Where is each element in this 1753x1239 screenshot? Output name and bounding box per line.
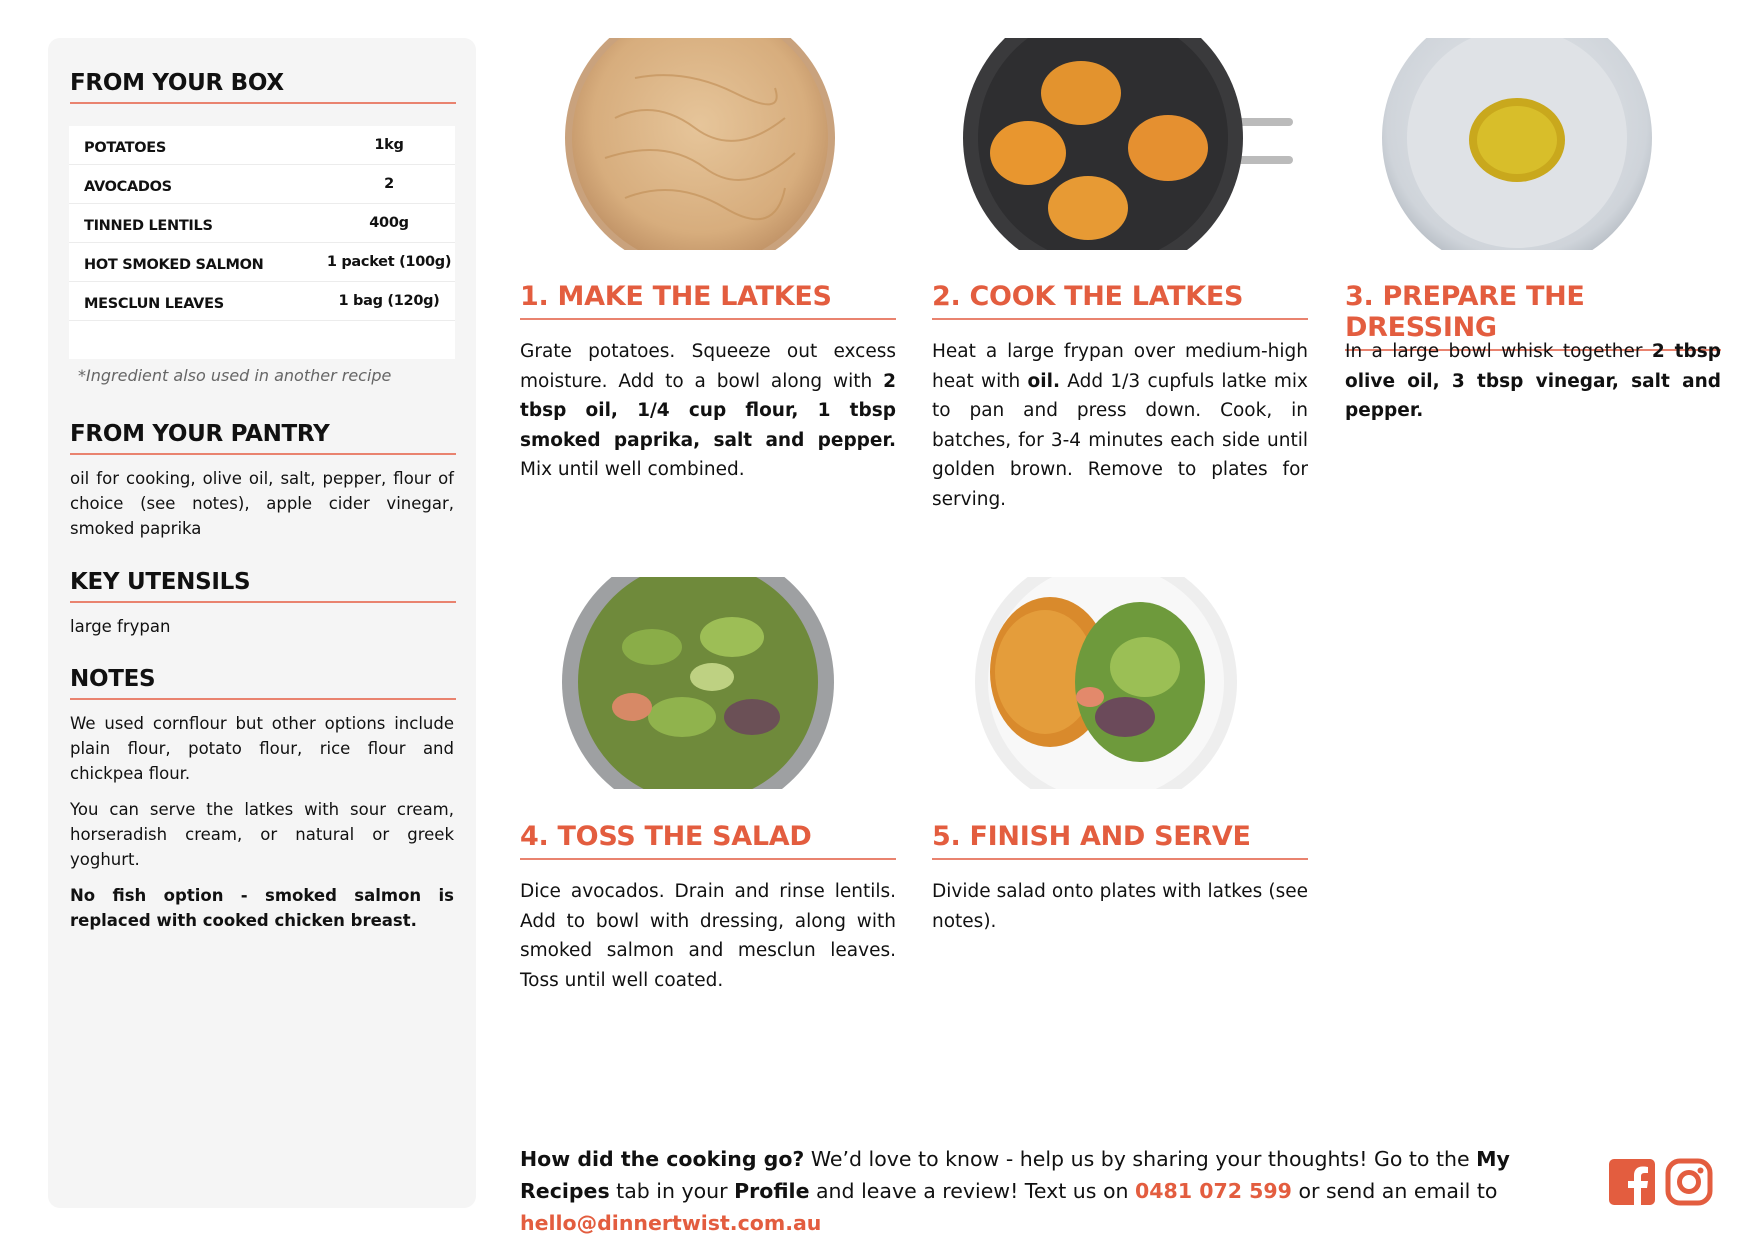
- table-row: [69, 165, 455, 204]
- key-utensils-title: KEY UTENSILS: [70, 569, 456, 603]
- instagram-icon[interactable]: [1665, 1158, 1713, 1206]
- ingredient-name: POTATOES: [84, 140, 166, 156]
- table-row: [69, 204, 455, 243]
- ingredient-qty: 400g: [369, 215, 409, 231]
- step-1-photo: [555, 38, 845, 250]
- ingredient-name: MESCLUN LEAVES: [84, 296, 224, 312]
- step-3-text: In a large bowl whisk together 2 tbsp olive oil, 3 tbsp vinegar, salt and pepper.: [1345, 341, 1722, 421]
- pantry-text: oil for cooking, olive oil, salt, pepper, flour of choice (see notes), apple cider vinegar, smoked paprika: [70, 469, 454, 538]
- profile-label: Profile: [734, 1179, 810, 1203]
- step-5-photo: [975, 577, 1237, 789]
- step-4-text: Dice avocados. Drain and rinse lentils. Add to bowl with dressing, along with smoked salmon and mesclun leaves. Toss until well coated.: [520, 881, 896, 991]
- table-row: [69, 243, 455, 282]
- note-paragraph: [70, 883, 454, 933]
- facebook-icon[interactable]: [1608, 1158, 1656, 1206]
- step-4-title: 4. TOSS THE SALAD: [520, 821, 896, 860]
- table-row: [69, 126, 455, 165]
- ingredient-qty: 1kg: [374, 137, 404, 153]
- from-your-pantry-title: FROM YOUR PANTRY: [70, 421, 456, 455]
- footer-question: How did the cooking go?: [520, 1147, 805, 1171]
- note-bold: No fish option - smoked salmon is replaced with cooked chicken breast.: [70, 886, 454, 930]
- ingredient-qty: 1 packet (100g): [326, 254, 452, 270]
- ingredient-footnote: *Ingredient also used in another recipe: [78, 366, 392, 385]
- step-2-text: Heat a large frypan over medium-high heat with oil. Add 1/3 cupfuls latke mix to pan and press down. Cook, in batches, for 3-4 minutes each side until golden brown. Remove to plates for serving.: [932, 341, 1308, 510]
- step-1-text: Grate potatoes. Squeeze out excess moisture. Add to a bowl along with 2 tbsp oil, 1/4 cup flour, 1 tbsp smoked paprika, salt and pepper. Mix until well combined.: [520, 341, 896, 480]
- notes-title: NOTES: [70, 666, 456, 700]
- step-3-photo: [1382, 38, 1652, 250]
- ingredient-name: AVOCADOS: [84, 179, 172, 195]
- from-your-box-title: FROM YOUR BOX: [70, 70, 456, 104]
- table-row: [69, 282, 455, 321]
- ingredient-qty: 2: [384, 176, 394, 192]
- feedback-footer: How did the cooking go? We’d love to know - help us by sharing your thoughts! Go to the My Recipes tab in your Profile and leave a review! Text us on 0481 072 599 or send an email to hello@dinnertwist.com.au: [520, 1147, 1510, 1235]
- step-2-title: 2. COOK THE LATKES: [932, 281, 1308, 320]
- ingredients-table: [69, 126, 455, 359]
- phone-link[interactable]: 0481 072 599: [1135, 1179, 1292, 1203]
- table-row-empty: [69, 321, 455, 359]
- notes-text: [70, 711, 454, 944]
- note-paragraph: You can serve the latkes with sour cream, horseradish cream, or natural or greek yoghurt.: [70, 800, 454, 869]
- step-3-title: 3. PREPARE THE DRESSING: [1345, 281, 1721, 351]
- note-paragraph: We used cornflour but other options include plain flour, potato flour, rice flour and chickpea flour.: [70, 714, 454, 783]
- step-4-photo: [562, 577, 834, 789]
- step-2-photo: [963, 38, 1293, 250]
- step-1-title: 1. MAKE THE LATKES: [520, 281, 896, 320]
- sidebar: [48, 38, 476, 1208]
- ingredient-name: TINNED LENTILS: [84, 218, 213, 234]
- email-link[interactable]: hello@dinnertwist.com.au: [520, 1211, 822, 1235]
- utensils-text: large frypan: [70, 617, 171, 636]
- ingredient-qty: 1 bag (120g): [338, 293, 440, 309]
- my-recipes-label: My Recipes: [520, 1147, 1510, 1203]
- step-5-text: Divide salad onto plates with latkes (see notes).: [932, 881, 1308, 932]
- ingredient-name: HOT SMOKED SALMON: [84, 257, 264, 273]
- step-5-title: 5. FINISH AND SERVE: [932, 821, 1308, 860]
